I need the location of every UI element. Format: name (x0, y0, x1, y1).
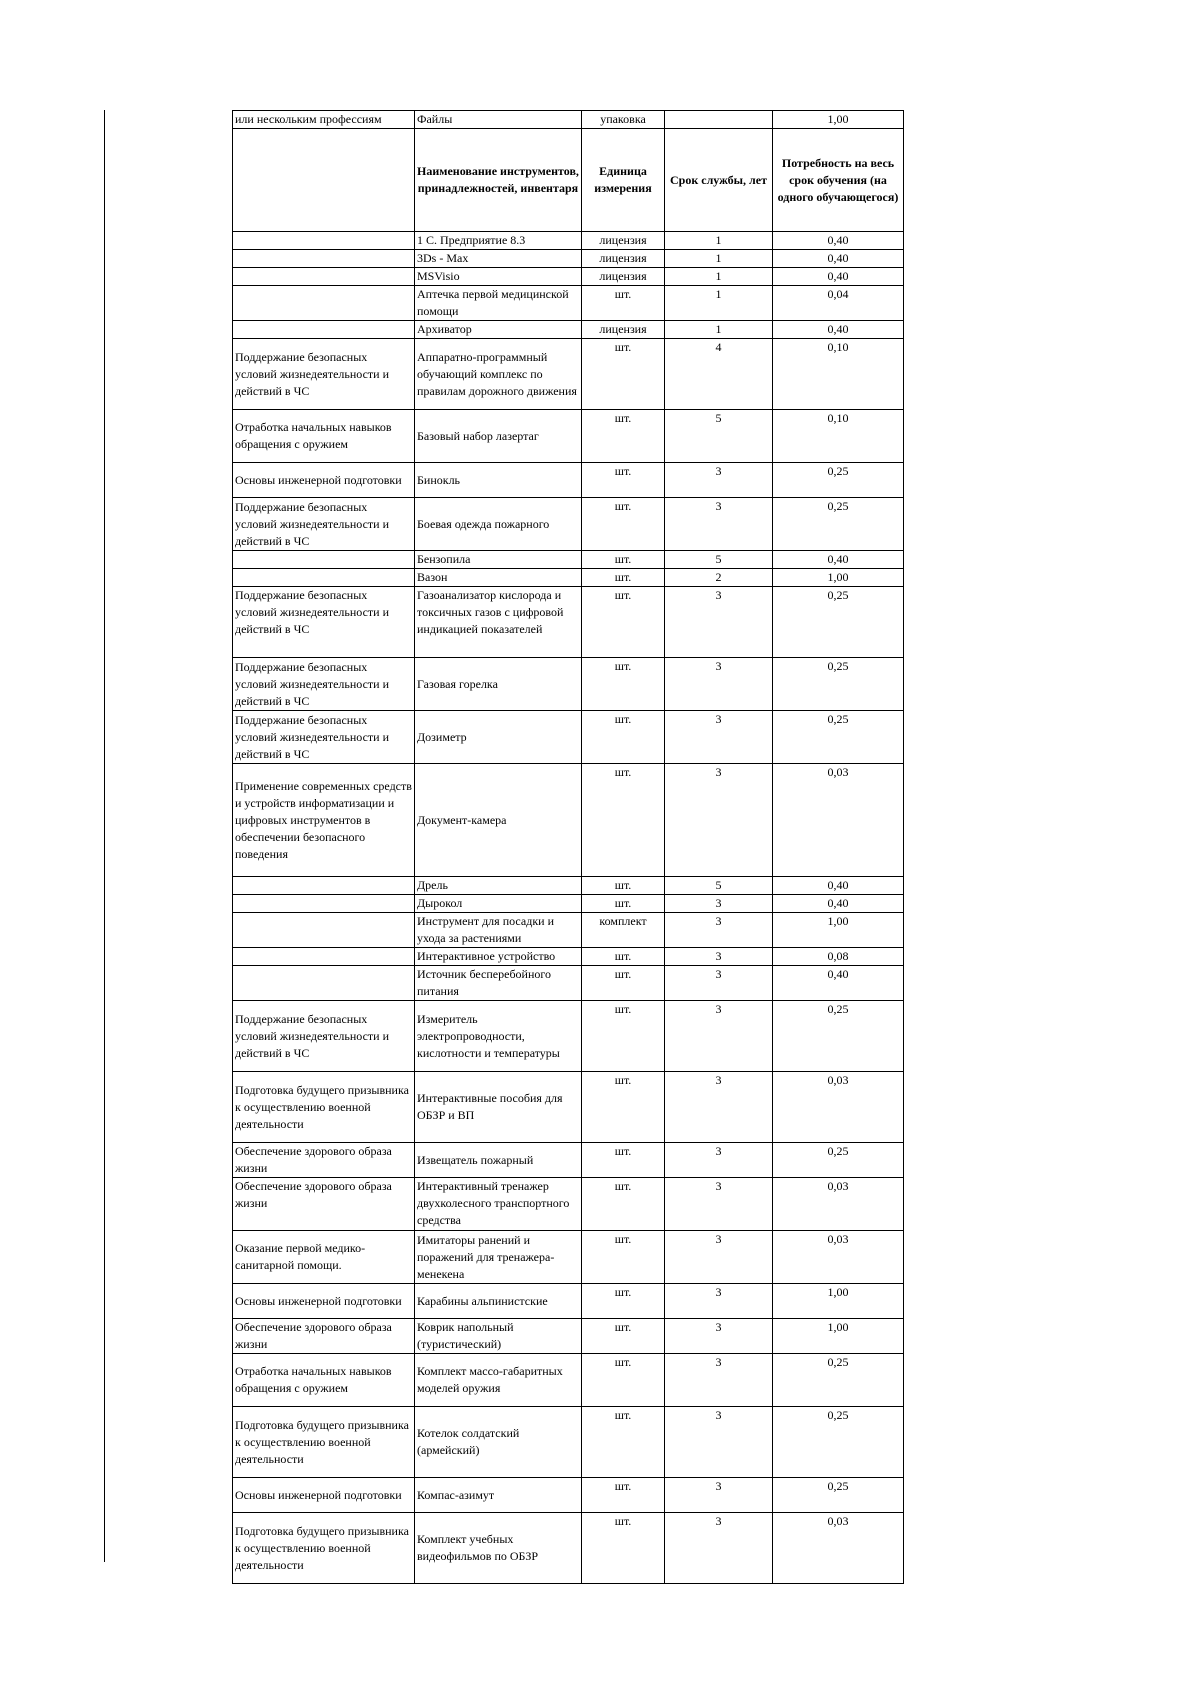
cell-term: 5 (665, 551, 773, 569)
cell-unit: шт. (582, 1478, 665, 1513)
table-row (233, 1231, 904, 1284)
cell-term: 3 (665, 587, 773, 658)
cell-unit: упаковка (582, 111, 665, 129)
cell-term: 3 (665, 711, 773, 764)
cell-item: Боевая одежда пожарного (415, 498, 582, 551)
cell-section: Поддержание безопасных условий жизнедеятельности и действий в ЧС (233, 498, 415, 551)
cell-term: 1 (665, 250, 773, 268)
cell-item: Интерактивный тренажер двухколесного транспортного средства (415, 1178, 582, 1231)
cell-need: 0,25 (773, 1407, 904, 1478)
cell-section: Подготовка будущего призывника к осуществлению военной деятельности (233, 1513, 415, 1584)
header-row (233, 129, 904, 232)
table-row (233, 913, 904, 948)
header-section (233, 129, 415, 232)
cell-term: 5 (665, 877, 773, 895)
table-row (233, 764, 904, 877)
cell-term: 3 (665, 1072, 773, 1143)
table-row (233, 1001, 904, 1072)
table-row (233, 286, 904, 321)
table-row (233, 321, 904, 339)
cell-unit: шт. (582, 463, 665, 498)
table-row (233, 551, 904, 569)
cell-unit: шт. (582, 966, 665, 1001)
cell-need: 0,03 (773, 1072, 904, 1143)
cell-section (233, 551, 415, 569)
table-row (233, 1354, 904, 1407)
cell-need: 0,40 (773, 895, 904, 913)
cell-need: 1,00 (773, 1319, 904, 1354)
cell-unit: шт. (582, 948, 665, 966)
cell-section: Поддержание безопасных условий жизнедеятельности и действий в ЧС (233, 711, 415, 764)
cell-item: Документ-камера (415, 764, 582, 877)
cell-unit: лицензия (582, 268, 665, 286)
table-row (233, 410, 904, 463)
cell-section (233, 268, 415, 286)
cell-need: 0,40 (773, 551, 904, 569)
cell-item: Дрель (415, 877, 582, 895)
table-row (233, 948, 904, 966)
cell-term: 3 (665, 463, 773, 498)
cell-term: 3 (665, 658, 773, 711)
cell-need: 0,40 (773, 321, 904, 339)
cell-need: 0,40 (773, 250, 904, 268)
equipment-table (232, 110, 904, 1584)
table-row (233, 895, 904, 913)
cell-item: Файлы (415, 111, 582, 129)
cell-unit: шт. (582, 1513, 665, 1584)
cell-unit: шт. (582, 711, 665, 764)
cell-unit: шт. (582, 658, 665, 711)
cell-term: 3 (665, 1478, 773, 1513)
margin-line (104, 110, 105, 1562)
cell-term: 3 (665, 1231, 773, 1284)
cell-term: 3 (665, 1178, 773, 1231)
cell-term: 3 (665, 1143, 773, 1178)
cell-need: 1,00 (773, 569, 904, 587)
table-row (233, 1478, 904, 1513)
cell-term: 4 (665, 339, 773, 410)
cell-section: Основы инженерной подготовки (233, 463, 415, 498)
cell-item: Источник бесперебойного питания (415, 966, 582, 1001)
header-unit: Единица измерения (582, 129, 665, 232)
cell-need: 0,40 (773, 232, 904, 250)
cell-unit: шт. (582, 410, 665, 463)
cell-item: Инструмент для посадки и ухода за растениями (415, 913, 582, 948)
cell-item: Имитаторы ранений и поражений для тренажера-менекена (415, 1231, 582, 1284)
cell-need: 1,00 (773, 913, 904, 948)
cell-section: Поддержание безопасных условий жизнедеятельности и действий в ЧС (233, 587, 415, 658)
cell-unit: шт. (582, 498, 665, 551)
cell-need: 0,25 (773, 1001, 904, 1072)
cell-need: 0,40 (773, 877, 904, 895)
cell-term: 3 (665, 1354, 773, 1407)
cell-item: Комплект учебных видеофильмов по ОБЗР (415, 1513, 582, 1584)
table-row (233, 711, 904, 764)
table-row (233, 658, 904, 711)
cell-section: Подготовка будущего призывника к осуществлению военной деятельности (233, 1072, 415, 1143)
cell-need: 0,40 (773, 268, 904, 286)
cell-item: Карабины альпинистские (415, 1284, 582, 1319)
cell-item: Архиватор (415, 321, 582, 339)
cell-section: Основы инженерной подготовки (233, 1478, 415, 1513)
cell-section: Обеспечение здорового образа жизни (233, 1143, 415, 1178)
cell-term: 1 (665, 268, 773, 286)
cell-term: 3 (665, 948, 773, 966)
cell-section (233, 232, 415, 250)
cell-term: 3 (665, 1513, 773, 1584)
cell-term: 3 (665, 498, 773, 551)
cell-section: или нескольким профессиям (233, 111, 415, 129)
cell-unit: шт. (582, 877, 665, 895)
table-row (233, 1143, 904, 1178)
cell-term: 2 (665, 569, 773, 587)
cell-term: 1 (665, 286, 773, 321)
cell-term: 5 (665, 410, 773, 463)
cell-item: Коврик напольный (туристический) (415, 1319, 582, 1354)
table-row (233, 1319, 904, 1354)
cell-item: Интерактивные пособия для ОБЗР и ВП (415, 1072, 582, 1143)
cell-unit: лицензия (582, 232, 665, 250)
cell-need: 0,25 (773, 1143, 904, 1178)
cell-unit: шт. (582, 1407, 665, 1478)
cell-need: 1,00 (773, 1284, 904, 1319)
cell-need: 0,03 (773, 1178, 904, 1231)
table-row (233, 966, 904, 1001)
cell-item: Извещатель пожарный (415, 1143, 582, 1178)
cell-unit: шт. (582, 1354, 665, 1407)
cell-item: Бензопила (415, 551, 582, 569)
header-service-life: Срок службы, лет (665, 129, 773, 232)
cell-term: 3 (665, 966, 773, 1001)
cell-item: Интерактивное устройство (415, 948, 582, 966)
cell-section: Основы инженерной подготовки (233, 1284, 415, 1319)
cell-item: MSVisio (415, 268, 582, 286)
table-row (233, 250, 904, 268)
cell-section: Обеспечение здорового образа жизни (233, 1178, 415, 1231)
cell-unit: шт. (582, 895, 665, 913)
cell-item: 1 С. Предприятие 8.3 (415, 232, 582, 250)
cell-need: 0,25 (773, 463, 904, 498)
cell-unit: шт. (582, 569, 665, 587)
cell-item: Газоанализатор кислорода и токсичных газов с цифровой индикацией показателей (415, 587, 582, 658)
cell-section (233, 948, 415, 966)
cell-need: 0,04 (773, 286, 904, 321)
table-row (233, 1284, 904, 1319)
cell-unit: лицензия (582, 321, 665, 339)
cell-section (233, 321, 415, 339)
cell-unit: шт. (582, 1284, 665, 1319)
cell-term: 3 (665, 913, 773, 948)
cell-section (233, 569, 415, 587)
cell-term (665, 111, 773, 129)
cell-term: 3 (665, 1319, 773, 1354)
cell-section: Поддержание безопасных условий жизнедеятельности и действий в ЧС (233, 339, 415, 410)
cell-section (233, 966, 415, 1001)
cell-unit: шт. (582, 286, 665, 321)
cell-section: Оказание первой медико-санитарной помощи. (233, 1231, 415, 1284)
cell-item: Бинокль (415, 463, 582, 498)
header-item-name: Наименование инструментов, принадлежностей, инвентаря (415, 129, 582, 232)
cell-section: Отработка начальных навыков обращения с оружием (233, 410, 415, 463)
cell-item: 3Ds - Max (415, 250, 582, 268)
table-row (233, 268, 904, 286)
cell-unit: шт. (582, 1001, 665, 1072)
cell-unit: шт. (582, 1072, 665, 1143)
cell-item: Газовая горелка (415, 658, 582, 711)
cell-need: 0,10 (773, 410, 904, 463)
table-row (233, 587, 904, 658)
table-row (233, 1072, 904, 1143)
cell-term: 3 (665, 895, 773, 913)
cell-unit: шт. (582, 1231, 665, 1284)
cell-need: 0,40 (773, 966, 904, 1001)
cell-section: Обеспечение здорового образа жизни (233, 1319, 415, 1354)
cell-unit: шт. (582, 1178, 665, 1231)
cell-term: 1 (665, 321, 773, 339)
table-row (233, 1513, 904, 1584)
cell-need: 0,25 (773, 1354, 904, 1407)
cell-term: 3 (665, 1284, 773, 1319)
cell-section (233, 877, 415, 895)
cell-need: 0,25 (773, 498, 904, 551)
table-row (233, 877, 904, 895)
table-row (233, 232, 904, 250)
cell-unit: лицензия (582, 250, 665, 268)
cell-section (233, 913, 415, 948)
cell-item: Аппаратно-программный обучающий комплекс по правилам дорожного движения (415, 339, 582, 410)
cell-unit: шт. (582, 1143, 665, 1178)
cell-need: 0,25 (773, 658, 904, 711)
continuation-row (233, 111, 904, 129)
cell-item: Дырокол (415, 895, 582, 913)
cell-section: Поддержание безопасных условий жизнедеятельности и действий в ЧС (233, 658, 415, 711)
table-row (233, 1407, 904, 1478)
cell-item: Котелок солдатский (армейский) (415, 1407, 582, 1478)
cell-section: Применение современных средств и устройств информатизации и цифровых инструментов в обеспечении безопасного поведения (233, 764, 415, 877)
cell-item: Компас-азимут (415, 1478, 582, 1513)
cell-unit: шт. (582, 1319, 665, 1354)
cell-unit: шт. (582, 551, 665, 569)
table-row (233, 498, 904, 551)
cell-item: Комплект массо-габаритных моделей оружия (415, 1354, 582, 1407)
cell-need: 0,25 (773, 711, 904, 764)
cell-section (233, 250, 415, 268)
cell-unit: шт. (582, 339, 665, 410)
table-row (233, 463, 904, 498)
cell-need: 0,03 (773, 1513, 904, 1584)
cell-term: 1 (665, 232, 773, 250)
table-row (233, 1178, 904, 1231)
cell-item: Вазон (415, 569, 582, 587)
cell-item: Аптечка первой медицинской помощи (415, 286, 582, 321)
cell-need: 0,25 (773, 587, 904, 658)
cell-unit: шт. (582, 764, 665, 877)
cell-need: 0,03 (773, 764, 904, 877)
cell-need: 0,03 (773, 1231, 904, 1284)
cell-item: Базовый набор лазертаг (415, 410, 582, 463)
header-need: Потребность на весь срок обучения (на одного обучающегося) (773, 129, 904, 232)
cell-term: 3 (665, 1001, 773, 1072)
cell-need: 0,10 (773, 339, 904, 410)
table-row (233, 569, 904, 587)
cell-item: Дозиметр (415, 711, 582, 764)
cell-section: Поддержание безопасных условий жизнедеятельности и действий в ЧС (233, 1001, 415, 1072)
cell-term: 3 (665, 764, 773, 877)
cell-unit: комплект (582, 913, 665, 948)
cell-section (233, 895, 415, 913)
cell-need: 1,00 (773, 111, 904, 129)
cell-section (233, 286, 415, 321)
cell-item: Измеритель электропроводности, кислотности и температуры (415, 1001, 582, 1072)
cell-unit: шт. (582, 587, 665, 658)
cell-need: 0,08 (773, 948, 904, 966)
table-row (233, 339, 904, 410)
cell-need: 0,25 (773, 1478, 904, 1513)
cell-section: Подготовка будущего призывника к осуществлению военной деятельности (233, 1407, 415, 1478)
cell-section: Отработка начальных навыков обращения с оружием (233, 1354, 415, 1407)
cell-term: 3 (665, 1407, 773, 1478)
